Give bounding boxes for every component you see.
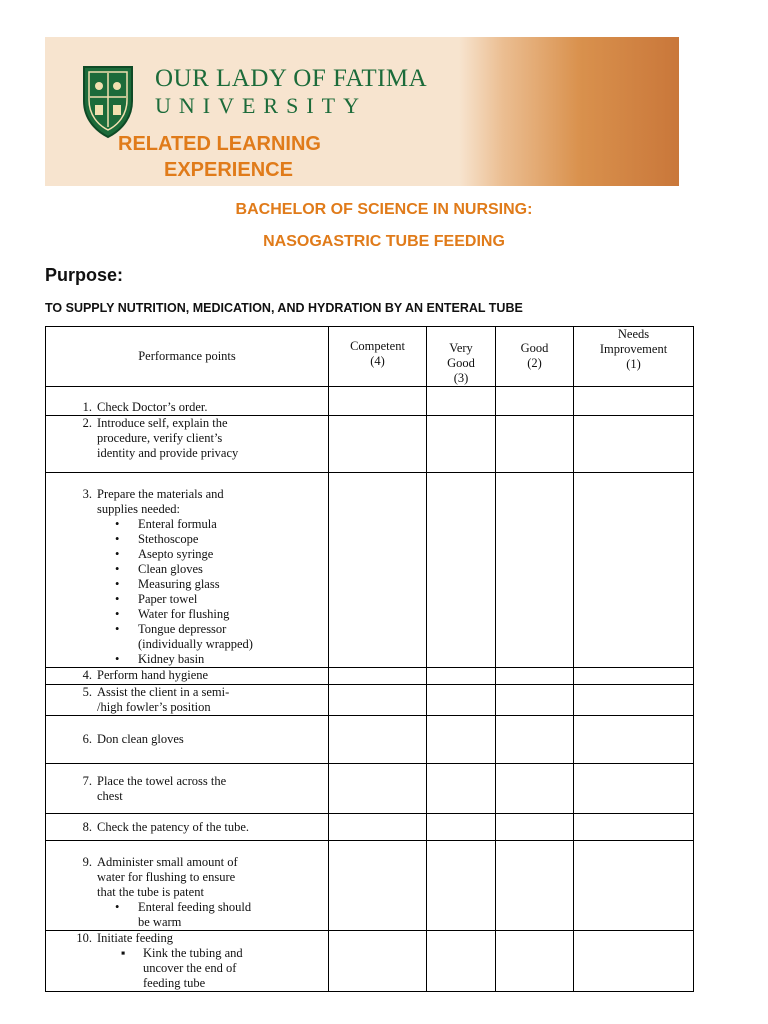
program-title-line1: RELATED LEARNING bbox=[118, 133, 321, 155]
row-text: Perform hand hygiene bbox=[97, 668, 209, 682]
row-text-line: Place the towel across the bbox=[97, 773, 227, 788]
row-1-text-cell bbox=[46, 387, 329, 416]
good-cell[interactable] bbox=[496, 931, 574, 992]
row-text-line: supplies needed: bbox=[97, 502, 180, 516]
list-item: • Water for flushing bbox=[138, 607, 328, 622]
very-good-cell[interactable] bbox=[427, 473, 496, 668]
row-text-line: that the tube is patent bbox=[97, 885, 204, 899]
very-good-cell[interactable] bbox=[427, 416, 496, 473]
header-good-score: (2) bbox=[527, 356, 542, 370]
supplies-list bbox=[46, 517, 328, 667]
good-cell[interactable] bbox=[496, 814, 574, 841]
table-row bbox=[46, 931, 694, 992]
list-item-continuation: (individually wrapped) bbox=[138, 637, 253, 651]
competent-cell[interactable] bbox=[329, 416, 427, 473]
header-competent-label: Competent bbox=[350, 339, 405, 353]
table-row bbox=[46, 685, 694, 716]
needs-improvement-cell[interactable] bbox=[574, 668, 694, 685]
good-cell[interactable] bbox=[496, 473, 574, 668]
good-cell[interactable] bbox=[496, 668, 574, 685]
list-item: • Asepto syringe bbox=[138, 547, 328, 562]
header-very-good-l1: Very bbox=[449, 341, 473, 355]
list-item: • Tongue depressor bbox=[138, 622, 328, 637]
needs-improvement-cell[interactable] bbox=[574, 387, 694, 416]
university-name-line2: UNIVERSITY bbox=[155, 93, 367, 118]
table-row bbox=[46, 668, 694, 685]
header-needs-score: (1) bbox=[626, 357, 641, 371]
competent-cell[interactable] bbox=[329, 668, 427, 685]
row-number: 3. bbox=[82, 487, 92, 501]
table-row bbox=[46, 387, 694, 416]
header-good bbox=[496, 327, 574, 387]
university-crest-icon bbox=[78, 61, 138, 139]
row-9-text-cell bbox=[46, 841, 329, 931]
list-item: • Enteral formula bbox=[138, 517, 328, 532]
row-number: 5. bbox=[82, 685, 92, 699]
row-2-text-cell bbox=[46, 416, 329, 473]
competent-cell[interactable] bbox=[329, 764, 427, 814]
competent-cell[interactable] bbox=[329, 473, 427, 668]
row-number: 9. bbox=[82, 855, 92, 869]
row-number: 8. bbox=[82, 819, 92, 834]
needs-improvement-cell[interactable] bbox=[574, 685, 694, 716]
list-item: • Kidney basin bbox=[138, 652, 328, 667]
good-cell[interactable] bbox=[496, 764, 574, 814]
row-number: 2. bbox=[82, 416, 92, 430]
row-number: 7. bbox=[82, 773, 92, 788]
row-text: Don clean gloves bbox=[97, 732, 184, 746]
list-item-continuation: feeding tube bbox=[143, 976, 206, 990]
needs-improvement-cell[interactable] bbox=[574, 473, 694, 668]
needs-improvement-cell[interactable] bbox=[574, 931, 694, 992]
header-competent-score: (4) bbox=[370, 354, 385, 368]
good-cell[interactable] bbox=[496, 716, 574, 764]
row-5-text-cell bbox=[46, 685, 329, 716]
list-item: ▪ Kink the tubing and bbox=[143, 946, 328, 961]
university-name-line1: OUR LADY OF FATIMA bbox=[155, 65, 428, 92]
very-good-cell[interactable] bbox=[427, 841, 496, 931]
row-text-line: /high fowler’s position bbox=[97, 700, 211, 714]
competent-cell[interactable] bbox=[329, 716, 427, 764]
header-very-good-score: (3) bbox=[453, 371, 469, 385]
purpose-text: TO SUPPLY NUTRITION, MEDICATION, AND HYDRATION BY AN ENTERAL TUBE bbox=[45, 301, 523, 315]
table-row bbox=[46, 814, 694, 841]
very-good-cell[interactable] bbox=[427, 764, 496, 814]
competent-cell[interactable] bbox=[329, 841, 427, 931]
needs-improvement-cell[interactable] bbox=[574, 814, 694, 841]
row-number: 1. bbox=[82, 400, 92, 414]
needs-improvement-cell[interactable] bbox=[574, 716, 694, 764]
row-text-line: water for flushing to ensure bbox=[97, 870, 236, 884]
list-item: • Enteral feeding should bbox=[138, 900, 328, 915]
list-item-continuation: be warm bbox=[138, 915, 182, 929]
table-header-row bbox=[46, 327, 694, 387]
competent-cell[interactable] bbox=[329, 387, 427, 416]
list-item: • Clean gloves bbox=[138, 562, 328, 577]
list-item-continuation: uncover the end of bbox=[143, 961, 237, 975]
very-good-cell[interactable] bbox=[427, 668, 496, 685]
table-row bbox=[46, 841, 694, 931]
row-text-line: chest bbox=[97, 788, 123, 803]
purpose-label: Purpose: bbox=[45, 265, 124, 285]
table-row bbox=[46, 416, 694, 473]
header-needs-l1: Needs bbox=[617, 327, 650, 341]
good-cell[interactable] bbox=[496, 841, 574, 931]
very-good-cell[interactable] bbox=[427, 387, 496, 416]
header-needs-improvement bbox=[574, 327, 694, 387]
header-performance-points: Performance points bbox=[46, 327, 329, 387]
row-6-text-cell bbox=[46, 716, 329, 764]
competent-cell[interactable] bbox=[329, 814, 427, 841]
row-text-line: identity and provide privacy bbox=[97, 446, 239, 460]
competent-cell[interactable] bbox=[329, 931, 427, 992]
header-very-good-l2: Good bbox=[447, 356, 475, 370]
list-item: • Measuring glass bbox=[138, 577, 328, 592]
header-needs-l2: Improvement bbox=[599, 342, 668, 356]
needs-improvement-cell[interactable] bbox=[574, 764, 694, 814]
row-4-text-cell bbox=[46, 668, 329, 685]
good-cell[interactable] bbox=[496, 387, 574, 416]
procedure-heading: NASOGASTRIC TUBE FEEDING bbox=[263, 233, 505, 250]
feeding-note-list bbox=[46, 900, 328, 930]
needs-improvement-cell[interactable] bbox=[574, 416, 694, 473]
performance-checklist-table bbox=[45, 326, 694, 992]
banner-photo-nurses bbox=[459, 37, 679, 186]
row-text: Initiate feeding bbox=[97, 931, 174, 945]
table-row bbox=[46, 764, 694, 814]
row-number: 6. bbox=[82, 732, 92, 746]
row-text-line: Administer small amount of bbox=[97, 855, 238, 869]
row-text: Check Doctor’s order. bbox=[97, 400, 208, 414]
row-8-text-cell bbox=[46, 814, 329, 841]
row-7-text-cell bbox=[46, 764, 329, 814]
very-good-cell[interactable] bbox=[427, 814, 496, 841]
very-good-cell[interactable] bbox=[427, 716, 496, 764]
initiate-feeding-list bbox=[46, 946, 328, 991]
needs-improvement-cell[interactable] bbox=[574, 841, 694, 931]
row-10-text-cell bbox=[46, 931, 329, 992]
good-cell[interactable] bbox=[496, 416, 574, 473]
row-number: 4. bbox=[82, 668, 92, 682]
header-banner bbox=[45, 37, 679, 186]
competent-cell[interactable] bbox=[329, 685, 427, 716]
table-row bbox=[46, 473, 694, 668]
degree-heading: BACHELOR OF SCIENCE IN NURSING: bbox=[235, 201, 533, 218]
header-very-good bbox=[427, 327, 496, 387]
table-row bbox=[46, 716, 694, 764]
very-good-cell[interactable] bbox=[427, 931, 496, 992]
header-good-label: Good bbox=[520, 341, 549, 355]
program-title-line2: EXPERIENCE bbox=[164, 159, 293, 181]
list-item: • Stethoscope bbox=[138, 532, 328, 547]
header-competent bbox=[329, 327, 427, 387]
row-text-line: procedure, verify client’s bbox=[97, 431, 223, 445]
row-text-line: Introduce self, explain the bbox=[97, 416, 228, 430]
row-text-line: Prepare the materials and bbox=[97, 487, 224, 501]
list-item: • Paper towel bbox=[138, 592, 328, 607]
row-3-text-cell bbox=[46, 473, 329, 668]
good-cell[interactable] bbox=[496, 685, 574, 716]
row-text-line: Assist the client in a semi- bbox=[97, 685, 230, 699]
row-text: Check the patency of the tube. bbox=[97, 819, 250, 834]
row-number: 10. bbox=[76, 931, 92, 945]
very-good-cell[interactable] bbox=[427, 685, 496, 716]
